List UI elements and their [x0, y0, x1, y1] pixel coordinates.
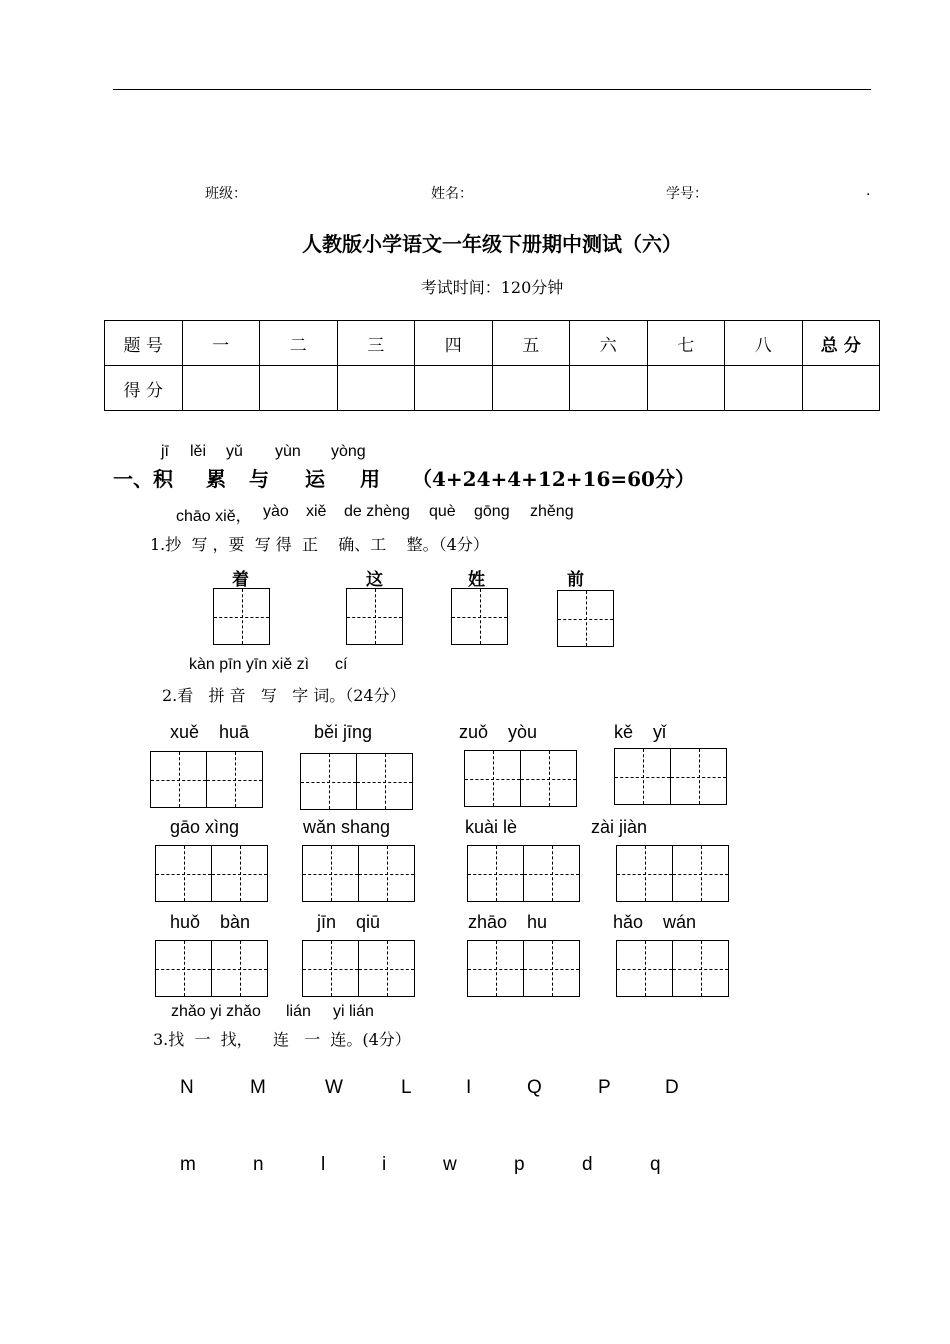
writing-grid-2[interactable]: [467, 940, 580, 997]
student-id-label: 学号：: [666, 186, 708, 202]
writing-grid[interactable]: [451, 588, 508, 645]
q2-word-pinyin: xuě huā: [170, 722, 250, 742]
q3-pinyin: zhǎo yi zhǎo: [171, 1003, 261, 1020]
section1-heading: 与: [249, 467, 269, 491]
lowercase-letter[interactable]: w: [443, 1154, 457, 1175]
q3-instruction: 3.找 一 找， 连 一 连。(4分）: [153, 1030, 411, 1049]
q1-char: 着: [232, 570, 249, 590]
q1-pinyin: chāo xiě，: [176, 508, 252, 525]
section1-heading: 累: [206, 467, 226, 491]
score-col-3: 三: [337, 321, 415, 366]
lowercase-letter[interactable]: d: [582, 1154, 593, 1175]
score-cell: [182, 366, 260, 411]
writing-grid[interactable]: [213, 588, 270, 645]
score-cell: [725, 366, 803, 411]
uppercase-letter[interactable]: Q: [527, 1077, 542, 1098]
score-cell: [260, 366, 338, 411]
lowercase-letter[interactable]: l: [321, 1154, 326, 1175]
score-cell: [802, 366, 880, 411]
writing-grid-2[interactable]: [155, 940, 268, 997]
writing-grid-2[interactable]: [300, 753, 413, 810]
q2-word-pinyin: wǎn shang: [303, 817, 391, 837]
lowercase-letter[interactable]: p: [514, 1154, 525, 1175]
section1-pinyin: lěi: [190, 443, 207, 460]
end-mark: .: [866, 183, 871, 199]
score-cell: [570, 366, 648, 411]
section1-points: （4+24+4+12+16=60分）: [412, 467, 695, 491]
q2-word-pinyin: zuǒ yòu: [459, 722, 538, 742]
score-col-8: 八: [725, 321, 803, 366]
writing-grid[interactable]: [557, 590, 614, 647]
q2-instruction: 2.看 拼 音 写 字 词。（24分）: [162, 686, 406, 705]
writing-grid-2[interactable]: [616, 940, 729, 997]
score-cell: [337, 366, 415, 411]
section1-pinyin: yùn: [275, 443, 301, 460]
section1-heading: 运: [305, 467, 325, 491]
q1-pinyin: yào: [263, 503, 289, 520]
q2-word-pinyin: gāo xìng: [170, 817, 240, 837]
section1-pinyin: yòng: [331, 443, 366, 460]
q1-pinyin: gōng: [474, 503, 510, 520]
score-col-6: 六: [570, 321, 648, 366]
writing-grid-2[interactable]: [150, 751, 263, 808]
writing-grid-2[interactable]: [614, 748, 727, 805]
q2-word-pinyin: huǒ bàn: [170, 912, 251, 932]
total-score-label: 总 分: [802, 321, 880, 366]
q1-char: 这: [366, 570, 383, 590]
q1-instruction: 1.抄 写 ，要 写 得 正 确、工 整。（4分）: [150, 535, 489, 554]
q1-pinyin: zhěng: [530, 503, 574, 520]
question-number-label: 题 号: [105, 321, 183, 366]
uppercase-letter[interactable]: L: [401, 1077, 412, 1098]
writing-grid-2[interactable]: [302, 940, 415, 997]
q1-pinyin: xiě: [306, 503, 327, 520]
score-col-4: 四: [415, 321, 493, 366]
q2-pinyin: kàn pīn yīn xiě zì: [189, 656, 310, 673]
uppercase-letter[interactable]: D: [665, 1077, 679, 1098]
score-col-7: 七: [647, 321, 725, 366]
section1-heading: 一、积: [113, 467, 173, 491]
class-label: 班级：: [205, 186, 247, 202]
writing-grid-2[interactable]: [616, 845, 729, 902]
lowercase-letter[interactable]: i: [382, 1154, 387, 1175]
score-cell: [647, 366, 725, 411]
uppercase-letter[interactable]: I: [466, 1077, 472, 1098]
uppercase-letter[interactable]: N: [180, 1077, 194, 1098]
page-title: 人教版小学语文一年级下册期中测试（六）: [302, 232, 682, 256]
writing-grid[interactable]: [346, 588, 403, 645]
q2-word-pinyin: zhāo hu: [468, 912, 548, 932]
q3-pinyin: yi lián: [333, 1003, 374, 1020]
score-col-5: 五: [492, 321, 570, 366]
lowercase-letter[interactable]: q: [650, 1154, 661, 1175]
uppercase-letter[interactable]: P: [598, 1077, 611, 1098]
q2-word-pinyin: kuài lè: [465, 817, 518, 837]
lowercase-letter[interactable]: n: [253, 1154, 264, 1175]
q2-word-pinyin: zài jiàn: [591, 817, 648, 837]
q2-word-pinyin: běi jīng: [314, 722, 373, 742]
score-table-score-row: [105, 366, 880, 411]
uppercase-letter[interactable]: M: [250, 1077, 266, 1098]
q1-pinyin: de zhèng: [344, 503, 410, 520]
writing-grid-2[interactable]: [302, 845, 415, 902]
section1-pinyin: yǔ: [226, 443, 243, 460]
exam-time: 考试时间：120分钟: [420, 278, 564, 297]
score-cell: [492, 366, 570, 411]
q2-word-pinyin: hǎo wán: [613, 912, 697, 932]
score-table: [104, 320, 880, 411]
lowercase-letter[interactable]: m: [180, 1154, 196, 1175]
q1-char: 姓: [468, 570, 485, 590]
q3-pinyin: lián: [286, 1003, 311, 1020]
score-table-header-row: [105, 321, 880, 366]
writing-grid-2[interactable]: [155, 845, 268, 902]
top-rule: [113, 89, 871, 90]
q2-pinyin: cí: [335, 656, 348, 673]
score-col-2: 二: [260, 321, 338, 366]
q1-char: 前: [567, 570, 584, 590]
section1-heading: 用: [360, 467, 380, 491]
name-label: 姓名：: [431, 186, 473, 202]
q2-word-pinyin: kě yǐ: [614, 722, 667, 742]
writing-grid-2[interactable]: [467, 845, 580, 902]
section1-pinyin: jī: [161, 443, 169, 460]
score-col-1: 一: [182, 321, 260, 366]
score-cell: [415, 366, 493, 411]
score-label: 得 分: [105, 366, 183, 411]
q1-pinyin: què: [429, 503, 456, 520]
writing-grid-2[interactable]: [464, 750, 577, 807]
uppercase-letter[interactable]: W: [325, 1077, 343, 1098]
q2-word-pinyin: jīn qiū: [317, 912, 381, 932]
